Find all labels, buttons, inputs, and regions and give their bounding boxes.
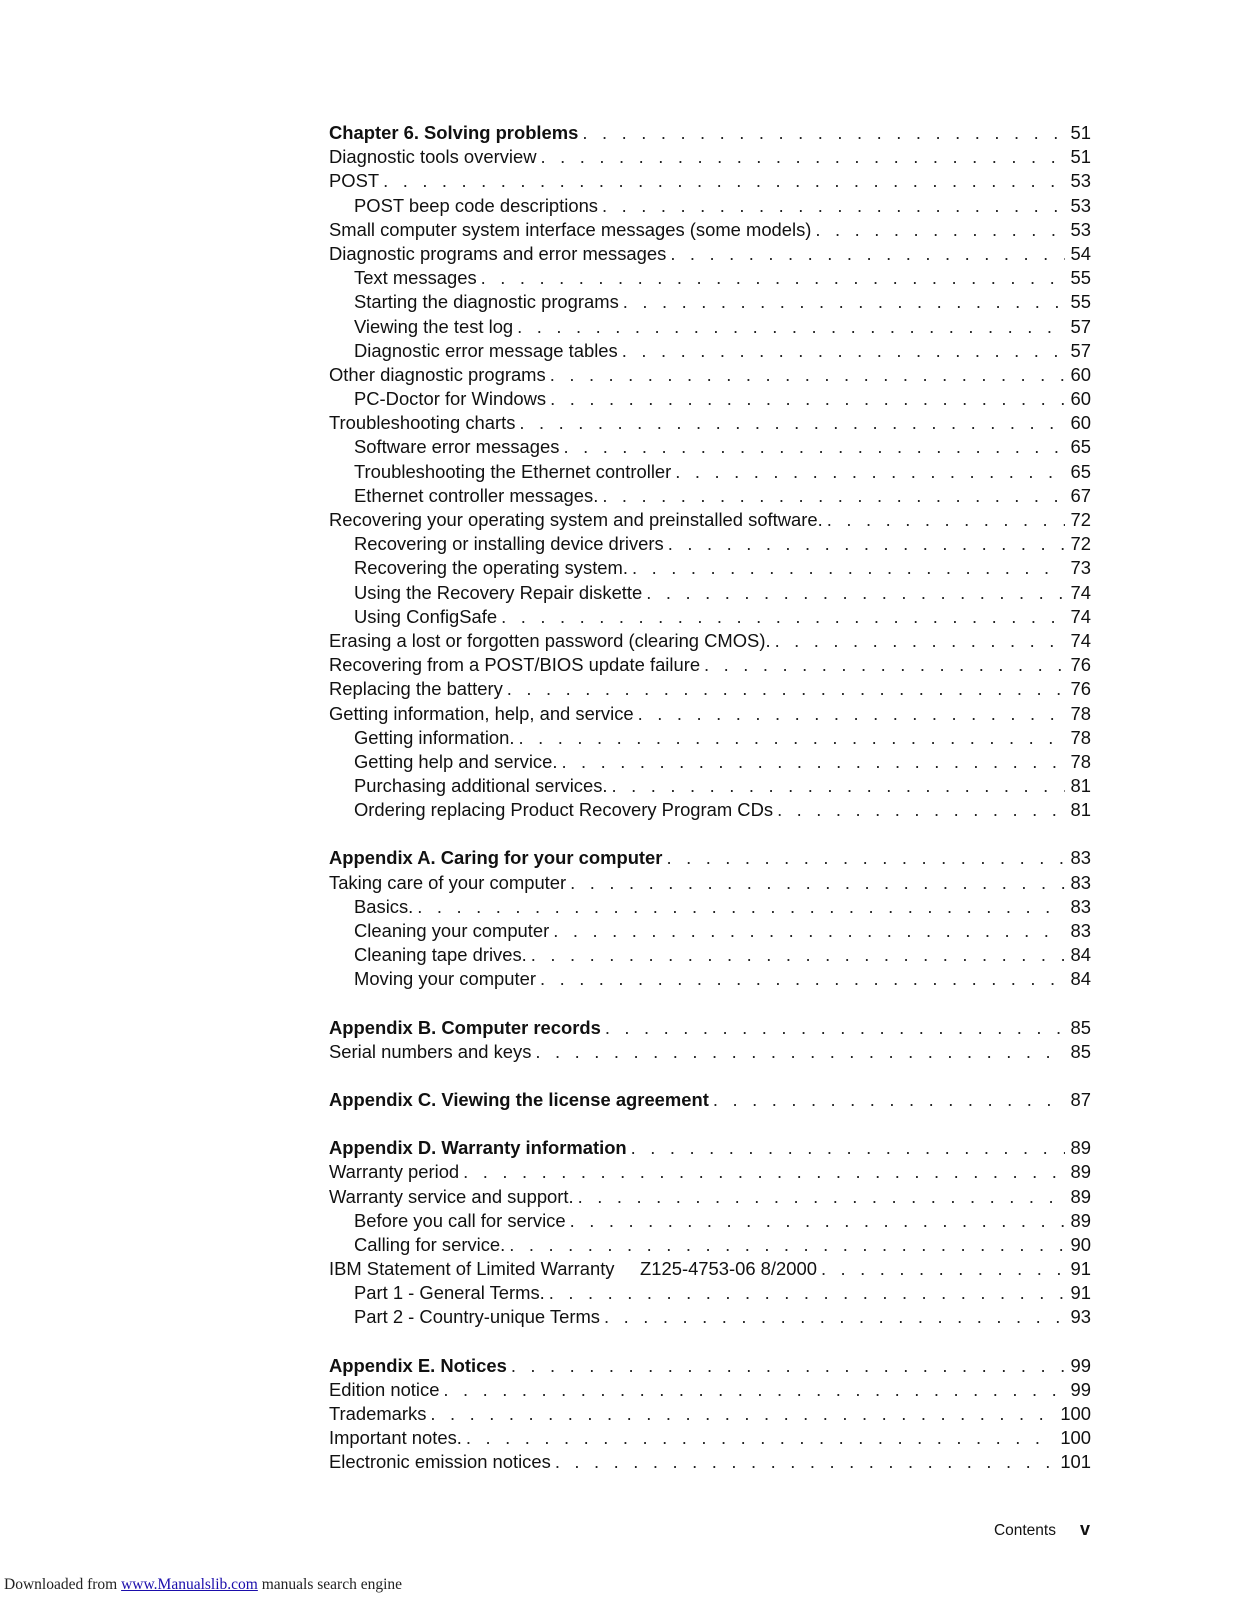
dot-leader — [570, 871, 1064, 895]
toc-page-number: 76 — [1070, 654, 1091, 676]
toc-entry-title: Small computer system interface messages (some models) — [329, 218, 812, 240]
toc-page-number: 84 — [1070, 944, 1091, 966]
toc-page-number: 74 — [1070, 581, 1091, 603]
toc-page-number: 67 — [1070, 484, 1091, 506]
toc-entry[interactable] — [329, 532, 1091, 556]
dot-leader — [550, 387, 1064, 411]
toc-page-number: 83 — [1070, 871, 1091, 893]
toc-page-number: 81 — [1070, 799, 1091, 821]
dot-leader — [553, 919, 1064, 943]
dot-leader — [383, 169, 1064, 193]
toc-entry-title: Before you call for service — [354, 1209, 566, 1231]
toc-page-number: 51 — [1070, 122, 1091, 143]
toc-entry[interactable] — [329, 1450, 1091, 1474]
toc-entry-title: Warranty period — [329, 1161, 460, 1183]
toc-entry-title: POST — [329, 170, 380, 192]
toc-entry[interactable] — [329, 1185, 1091, 1209]
dot-leader — [511, 1354, 1065, 1378]
toc-entry[interactable] — [329, 484, 1091, 508]
toc-entry-title: Moving your computer — [354, 968, 536, 990]
dot-leader — [821, 1257, 1065, 1281]
toc-page-number: 57 — [1070, 339, 1091, 361]
page-footer — [994, 1519, 1090, 1540]
toc-entry[interactable] — [329, 435, 1091, 459]
dot-leader — [622, 339, 1065, 363]
toc-chapter-entry[interactable] — [329, 1016, 1091, 1040]
download-prefix: Downloaded from — [4, 1576, 122, 1593]
toc-entry[interactable] — [329, 871, 1091, 895]
toc-page-number: 90 — [1070, 1233, 1091, 1255]
toc-entry-title: Edition notice — [329, 1378, 440, 1400]
toc-entry[interactable] — [329, 581, 1091, 605]
dot-leader — [563, 435, 1064, 459]
dot-leader — [417, 895, 1064, 919]
download-notice — [4, 1576, 402, 1594]
toc-entry[interactable] — [329, 895, 1091, 919]
toc-entry-title: Viewing the test log — [354, 315, 514, 337]
toc-entry[interactable] — [329, 798, 1091, 822]
toc-page-number: 101 — [1060, 1451, 1091, 1473]
toc-entry[interactable] — [329, 653, 1091, 677]
toc-page-number: 81 — [1070, 775, 1091, 797]
dot-leader — [605, 1016, 1065, 1040]
toc-page-number: 84 — [1070, 968, 1091, 990]
dot-leader — [531, 943, 1065, 967]
toc-entry-title: Basics. — [354, 895, 414, 917]
dot-leader — [549, 1281, 1065, 1305]
toc-page-number: 83 — [1070, 847, 1091, 869]
toc-entry[interactable] — [329, 387, 1091, 411]
toc-entry[interactable] — [329, 363, 1091, 387]
toc-entry[interactable] — [329, 290, 1091, 314]
dot-leader — [704, 653, 1064, 677]
toc-page-number: 100 — [1060, 1427, 1091, 1449]
toc-page-number: 60 — [1070, 412, 1091, 434]
toc-page-number: 51 — [1070, 146, 1091, 168]
dot-leader — [578, 1185, 1065, 1209]
dot-leader — [632, 556, 1065, 580]
manualslib-link[interactable]: www.Manualslib.com — [121, 1576, 258, 1593]
toc-entry-title: Part 2 - Country-unique Terms — [354, 1306, 600, 1328]
toc-page-number: 73 — [1070, 557, 1091, 579]
dot-leader — [602, 484, 1064, 508]
toc-entry-title: IBM Statement of Limited Warranty Z125-4753-06 8/2000 — [329, 1258, 817, 1280]
dot-leader — [507, 677, 1065, 701]
toc-entry[interactable] — [329, 1281, 1091, 1305]
toc-entry[interactable] — [329, 967, 1091, 991]
dot-leader — [638, 702, 1065, 726]
toc-entry[interactable] — [329, 145, 1091, 169]
toc-entry-title: Erasing a lost or forgotten password (clearing CMOS). — [329, 629, 771, 651]
toc-entry[interactable] — [329, 750, 1091, 774]
toc-entry-title: Getting help and service. — [354, 750, 558, 772]
dot-leader — [646, 581, 1064, 605]
dot-leader — [540, 967, 1065, 991]
toc-entry[interactable] — [329, 266, 1091, 290]
toc-page-number: 83 — [1070, 895, 1091, 917]
toc-entry[interactable] — [329, 919, 1091, 943]
toc-entry[interactable] — [329, 1378, 1091, 1402]
toc-entry-title: Trademarks — [329, 1403, 427, 1424]
toc-entry-title: Starting the diagnostic programs — [354, 291, 619, 313]
toc-page-number: 91 — [1070, 1258, 1091, 1280]
toc-entry[interactable] — [329, 556, 1091, 580]
toc-entry-title: Appendix E. Notices — [329, 1354, 507, 1376]
toc-page-number: 85 — [1070, 1016, 1091, 1038]
dot-leader — [561, 750, 1064, 774]
toc-entry[interactable] — [329, 629, 1091, 653]
dot-leader — [675, 460, 1064, 484]
toc-entry-title: Appendix A. Caring for your computer — [329, 847, 663, 869]
toc-page-number: 100 — [1060, 1403, 1091, 1424]
toc-page-number: 89 — [1070, 1209, 1091, 1231]
dot-leader — [466, 1426, 1054, 1450]
toc-entry[interactable] — [329, 1402, 1091, 1426]
toc-page-number: 99 — [1070, 1378, 1091, 1400]
dot-leader — [570, 1209, 1065, 1233]
toc-entry[interactable] — [329, 943, 1091, 967]
toc-entry-title: Troubleshooting charts — [329, 412, 516, 434]
toc-entry[interactable] — [329, 726, 1091, 750]
toc-entry[interactable] — [329, 1160, 1091, 1184]
toc-entry-title: Taking care of your computer — [329, 871, 567, 893]
dot-leader — [519, 726, 1065, 750]
dot-leader — [443, 1378, 1064, 1402]
dot-leader — [509, 1233, 1064, 1257]
toc-page-number: 87 — [1070, 1088, 1091, 1110]
toc-entry-title: Appendix D. Warranty information — [329, 1137, 627, 1159]
toc-entry-title: Software error messages — [354, 436, 560, 458]
toc-entry[interactable] — [329, 242, 1091, 266]
dot-leader — [541, 145, 1065, 169]
toc-chapter-entry[interactable] — [329, 1354, 1091, 1378]
dot-leader — [602, 194, 1065, 218]
toc-entry-title: Part 1 - General Terms. — [354, 1282, 545, 1304]
toc-entry-title: Purchasing additional services. — [354, 775, 608, 797]
toc-entry-title: Getting information, help, and service — [329, 702, 634, 724]
toc-page-number: 65 — [1070, 460, 1091, 482]
toc-entry[interactable] — [329, 315, 1091, 339]
toc-entry-title: Serial numbers and keys — [329, 1040, 532, 1062]
toc-entry[interactable] — [329, 169, 1091, 193]
toc-entry-title: Appendix C. Viewing the license agreement — [329, 1088, 709, 1110]
toc-entry[interactable] — [329, 1305, 1091, 1329]
toc-page-number: 89 — [1070, 1185, 1091, 1207]
dot-leader — [775, 629, 1065, 653]
toc-entry[interactable] — [329, 194, 1091, 218]
dot-leader — [623, 290, 1065, 314]
toc-entry-title: Diagnostic error message tables — [354, 339, 618, 361]
toc-entry-title: Calling for service. — [354, 1233, 506, 1255]
toc-page-number: 91 — [1070, 1282, 1091, 1304]
toc-entry-title: Important notes. — [329, 1427, 462, 1449]
toc-entry-title: Diagnostic programs and error messages — [329, 242, 667, 264]
toc-entry-title: Recovering or installing device drivers — [354, 533, 664, 555]
toc-entry-title: Chapter 6. Solving problems — [329, 122, 579, 143]
toc-page-number: 55 — [1070, 291, 1091, 313]
toc-entry-title: Using the Recovery Repair diskette — [354, 581, 643, 603]
toc-entry-title: Diagnostic tools overview — [329, 146, 537, 168]
toc-page-number: 53 — [1070, 218, 1091, 240]
dot-leader — [430, 1402, 1054, 1426]
toc-page-number: 57 — [1070, 315, 1091, 337]
toc-entry-title: Appendix B. Computer records — [329, 1016, 601, 1038]
toc-page-number: 74 — [1070, 629, 1091, 651]
toc-entry-title: Electronic emission notices — [329, 1451, 551, 1473]
toc-page-number: 72 — [1070, 509, 1091, 530]
dot-leader — [713, 1088, 1065, 1112]
toc-entry[interactable] — [329, 677, 1091, 701]
dot-leader — [612, 774, 1065, 798]
toc-page-number: 55 — [1070, 267, 1091, 289]
dot-leader — [666, 846, 1064, 870]
download-suffix: manuals search engine — [257, 1576, 403, 1593]
toc-entry-title: Cleaning your computer — [354, 920, 550, 941]
toc-page-number: 93 — [1070, 1306, 1091, 1328]
dot-leader — [535, 1040, 1064, 1064]
toc-page-number: 78 — [1070, 726, 1091, 748]
dot-leader — [481, 266, 1065, 290]
toc-entry-title: POST beep code descriptions — [354, 194, 598, 216]
toc-page-number: 65 — [1070, 436, 1091, 458]
dot-leader — [555, 1450, 1055, 1474]
toc-entry[interactable] — [329, 1209, 1091, 1233]
toc-entry-title: Getting information. — [354, 726, 515, 748]
toc-chapter-entry[interactable] — [329, 121, 1091, 145]
toc-page-number: 60 — [1070, 363, 1091, 385]
toc-entry-title: Using ConfigSafe — [354, 605, 498, 627]
toc-page-number: 78 — [1070, 702, 1091, 724]
dot-leader — [670, 242, 1064, 266]
toc-chapter-entry[interactable] — [329, 1136, 1091, 1160]
dot-leader — [827, 508, 1065, 532]
toc-entry[interactable] — [329, 339, 1091, 363]
dot-leader — [668, 532, 1065, 556]
toc-page-number: 89 — [1070, 1137, 1091, 1159]
toc-page-number: 60 — [1070, 388, 1091, 410]
toc-entry[interactable] — [329, 1040, 1091, 1064]
dot-leader — [517, 315, 1064, 339]
toc-entry-title: Replacing the battery — [329, 678, 503, 700]
dot-leader — [777, 798, 1064, 822]
toc-page-number: 76 — [1070, 678, 1091, 700]
toc-entry-title: Warranty service and support. — [329, 1185, 574, 1207]
toc-page-number: 54 — [1070, 242, 1091, 264]
toc-page-number: 53 — [1070, 170, 1091, 192]
toc-page-number: 72 — [1070, 533, 1091, 555]
toc-entry-title: PC-Doctor for Windows — [354, 388, 547, 410]
toc-page-number: 89 — [1070, 1161, 1091, 1183]
toc-entry[interactable] — [329, 1426, 1091, 1450]
dot-leader — [582, 121, 1064, 145]
dot-leader — [550, 363, 1065, 387]
toc-chapter-entry[interactable] — [329, 1088, 1091, 1112]
footer-section-label: Contents — [993, 1522, 1056, 1539]
toc-entry-title: Ethernet controller messages. — [354, 484, 599, 506]
dot-leader — [604, 1305, 1065, 1329]
table-of-contents — [329, 121, 1091, 1475]
toc-entry-title: Ordering replacing Product Recovery Program CDs — [354, 799, 774, 821]
toc-entry[interactable] — [329, 218, 1091, 242]
toc-page-number: 53 — [1070, 194, 1091, 216]
dot-leader — [501, 605, 1064, 629]
toc-entry[interactable] — [329, 411, 1091, 435]
toc-entry-title: Recovering from a POST/BIOS update failure — [329, 654, 701, 676]
toc-chapter-entry[interactable] — [329, 846, 1091, 870]
toc-entry-title: Recovering your operating system and preinstalled software. — [329, 509, 823, 530]
toc-page-number: 78 — [1070, 750, 1091, 772]
toc-entry[interactable] — [329, 702, 1091, 726]
toc-entry-title: Text messages — [354, 267, 477, 289]
toc-entry-title: Troubleshooting the Ethernet controller — [354, 460, 672, 482]
toc-page-number: 83 — [1070, 920, 1091, 941]
toc-page-number: 99 — [1070, 1354, 1091, 1376]
footer-page-number: v — [1079, 1519, 1090, 1539]
toc-entry-title: Cleaning tape drives. — [354, 944, 527, 966]
toc-entry-title: Other diagnostic programs — [329, 363, 546, 385]
dot-leader — [463, 1160, 1064, 1184]
dot-leader — [815, 218, 1064, 242]
toc-entry[interactable] — [329, 460, 1091, 484]
toc-entry[interactable] — [329, 1257, 1091, 1281]
toc-entry-title: Recovering the operating system. — [354, 557, 628, 579]
toc-entry[interactable] — [329, 508, 1091, 532]
toc-entry[interactable] — [329, 1233, 1091, 1257]
toc-entry[interactable] — [329, 774, 1091, 798]
dot-leader — [631, 1136, 1065, 1160]
toc-page-number: 74 — [1070, 605, 1091, 627]
dot-leader — [519, 411, 1064, 435]
toc-entry[interactable] — [329, 605, 1091, 629]
toc-page-number: 85 — [1070, 1040, 1091, 1062]
